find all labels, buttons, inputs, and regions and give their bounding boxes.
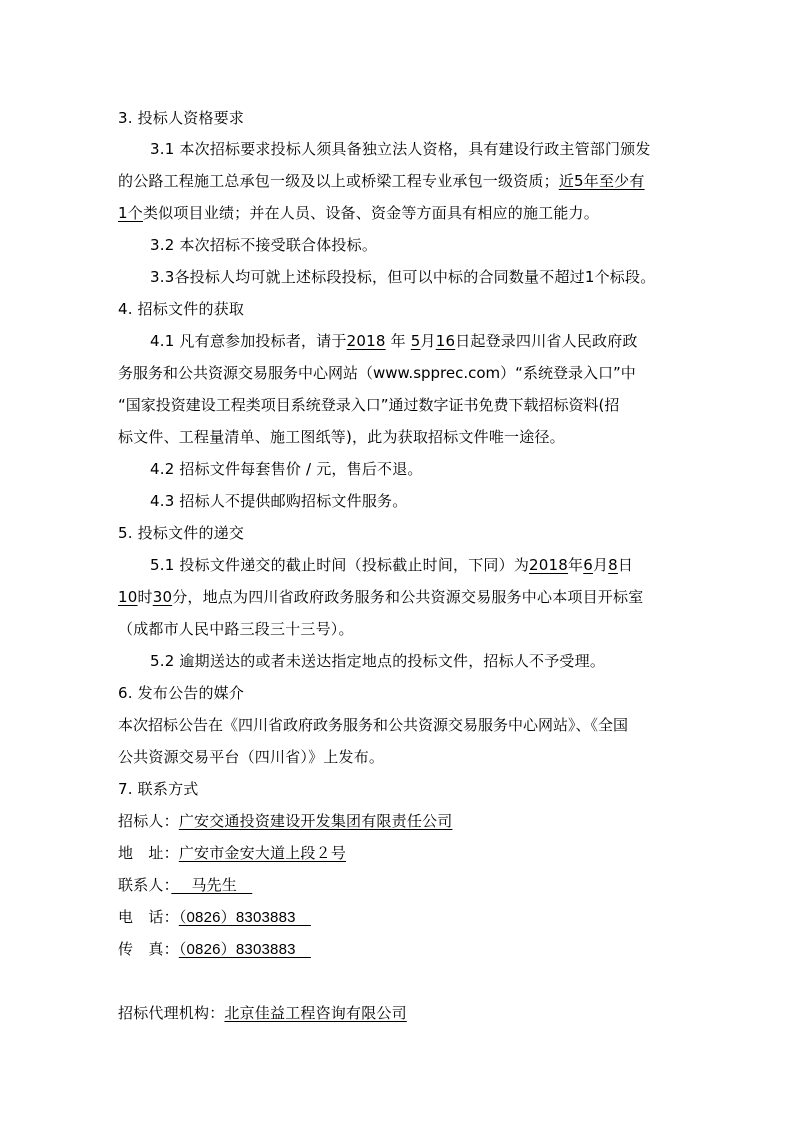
section-6-line-2: 公共资源交易平台（四川省）》上发布。: [118, 748, 385, 766]
section-5-1-line-3: （成都市人民中路三段三十三号）。: [118, 620, 354, 638]
section-4-1-line-2: 务服务和公共资源交易服务中心网站（www.spprec.com）“系统登录入口”中: [118, 364, 636, 382]
section-3-heading: 3. 投标人资格要求: [118, 109, 245, 127]
agency-label: 招标代理机构：: [118, 1004, 225, 1022]
section-5-1-line-1: [150, 555, 710, 575]
agency-row: [118, 1003, 678, 1023]
section-4-1-text-end: 日起登录四川省人民政府政: [455, 332, 638, 350]
agency-value: 北京佳益工程咨询有限公司: [224, 1004, 407, 1022]
contact-row: [118, 875, 678, 895]
deadline-hour: 10: [118, 588, 138, 606]
hour-unit: 时: [137, 588, 153, 606]
performance-count-requirement: 1个: [118, 204, 143, 222]
section-4-1-line-1: [150, 331, 710, 351]
deadline-year: 2018: [529, 556, 569, 574]
section-3-1-text: 的公路工程施工总承包一级及以上或桥梁工程专业承包一级资质；: [118, 172, 559, 190]
section-5-heading: 5. 投标文件的递交: [118, 524, 245, 542]
section-4-2: 4.2 招标文件每套售价 / 元，售后不退。: [150, 460, 423, 478]
deadline-day: 8: [608, 556, 618, 574]
month-unit: 月: [592, 556, 609, 574]
section-4-heading: 4. 招标文件的获取: [118, 300, 245, 318]
deadline-minute: 30: [152, 588, 173, 606]
download-start-day: 16: [435, 332, 456, 350]
fax-value: （0826）8303883: [178, 941, 311, 958]
address-row: [118, 843, 678, 863]
section-3-3: 3.3各投标人均可就上述标段投标，但可以中标的合同数量不超过1个标段。: [150, 268, 656, 286]
address-label: 地 址：: [118, 844, 179, 862]
section-3-1-line-2: [118, 171, 678, 191]
phone-row: [118, 907, 678, 928]
section-5-1-text-end: 分，地点为四川省政府政务服务和公共资源交易服务中心本项目开标室: [172, 588, 644, 606]
download-start-month: 5: [410, 332, 421, 350]
performance-years-requirement: 近5年至少有: [558, 172, 645, 190]
year-unit: 年: [390, 332, 406, 350]
phone-label: 电 话：: [118, 908, 179, 926]
fax-label: 传 真：: [118, 940, 179, 958]
section-4-1-text: 4.1 凡有意参加投标者，请于: [150, 332, 347, 350]
month-unit: 月: [420, 332, 436, 350]
section-5-1-text: 5.1 投标文件递交的截止时间（投标截止时间，下同）为: [150, 556, 530, 574]
section-3-1-text-end: 类似项目业绩；并在人员、设备、资金等方面具有相应的施工能力。: [142, 204, 599, 222]
section-5-2: 5.2 逾期送达的或者未送达指定地点的投标文件，招标人不予受理。: [150, 652, 606, 670]
section-3-1-line-1: 3.1 本次招标要求投标人须具备独立法人资格，具有建设行政主管部门颁发: [150, 140, 651, 158]
section-3-1-line-3: [118, 203, 678, 223]
tenderer-value: 广安交通投资建设开发集团有限责任公司: [178, 812, 453, 830]
contact-value: 马先生: [171, 876, 253, 894]
deadline-month: 6: [583, 556, 593, 574]
tenderer-row: [118, 811, 678, 831]
section-6-line-1: 本次招标公告在《四川省政府政务服务和公共资源交易服务中心网站》、《全国: [118, 716, 629, 734]
download-start-year: 2018: [346, 332, 386, 350]
phone-value: （0826）8303883: [178, 909, 311, 926]
section-6-heading: 6. 发布公告的媒介: [118, 684, 245, 702]
section-3-2: 3.2 本次招标不接受联合体投标。: [150, 236, 378, 254]
address-value: 广安市金安大道上段２号: [178, 844, 347, 862]
section-7-heading: 7. 联系方式: [118, 780, 199, 798]
day-unit: 日: [617, 556, 634, 574]
contact-label: 联系人：: [118, 876, 172, 894]
section-4-3: 4.3 招标人不提供邮购招标文件服务。: [150, 492, 408, 510]
section-4-1-line-3: “国家投资建设工程类项目系统登录入口”通过数字证书免费下载招标资料(招: [118, 396, 620, 414]
section-4-1-line-4: 标文件、工程量清单、施工图纸等)，此为获取招标文件唯一途径。: [118, 428, 565, 446]
tenderer-label: 招标人：: [118, 812, 179, 830]
fax-row: [118, 939, 678, 960]
section-5-1-line-2: [118, 587, 678, 607]
year-unit: 年: [568, 556, 584, 574]
